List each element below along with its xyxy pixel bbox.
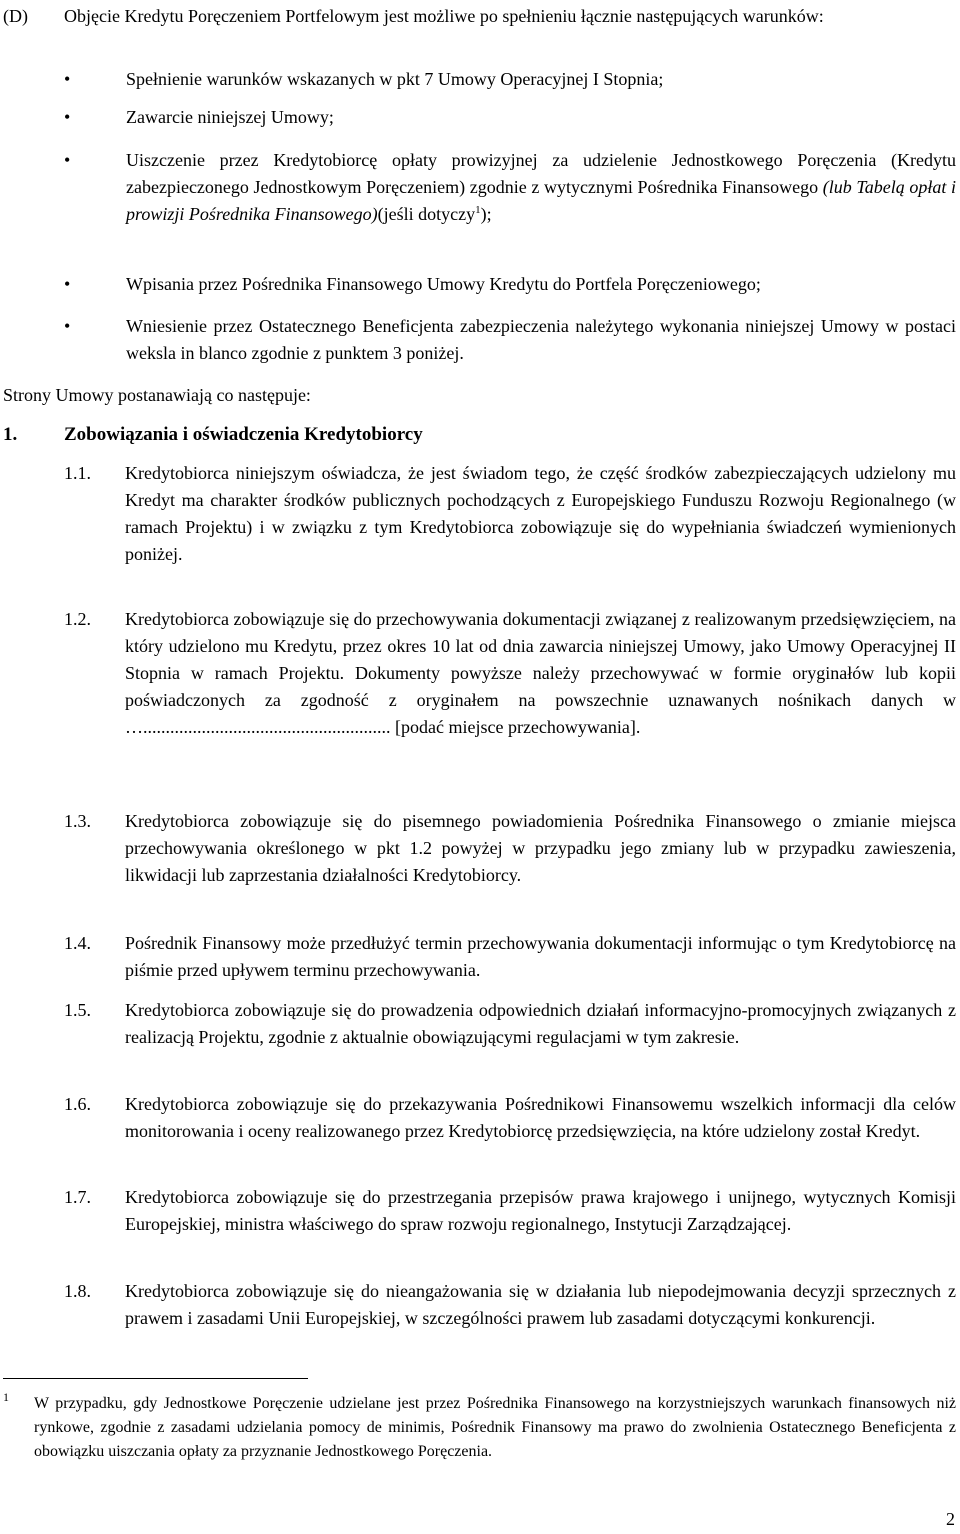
page-number: 2 xyxy=(946,1509,955,1529)
clause-text: Kredytobiorca zobowiązuje się do pisemnego powiadomienia Pośrednika Finansowego o zmianie miejsca przechowywania określonego w pkt 1.2 powyżej w przypadku jego zmiany lub w przypadku zawieszenia, likwidacji lub zaprzestania działalności Kredytobiorcy. xyxy=(125,811,956,885)
list-item-text: Spełnienie warunków wskazanych w pkt 7 Umowy Operacyjnej I Stopnia; xyxy=(126,69,664,89)
list-item xyxy=(64,313,956,367)
clause-number: 1.3. xyxy=(64,811,91,831)
clause-number: 1.4. xyxy=(64,933,91,953)
list-item-text: Wpisania przez Pośrednika Finansowego Umowy Kredytu do Portfela Poręczeniowego; xyxy=(126,274,761,294)
clause-number: 1.8. xyxy=(64,1281,91,1301)
clause xyxy=(64,606,956,741)
footnote-reference[interactable]: 1 xyxy=(475,204,481,216)
clause-number: 1.2. xyxy=(64,609,91,629)
clause-text: Kredytobiorca zobowiązuje się do prowadzenia odpowiednich działań informacyjno-promocyjnych związanych z realizacją Projektu, zgodnie z aktualnie obowiązującymi regulacjami w tym zakresie. xyxy=(125,1000,956,1047)
clause xyxy=(64,460,956,568)
list-item xyxy=(64,147,956,228)
footnote-mark: 1 xyxy=(3,1390,9,1404)
clause xyxy=(64,808,956,889)
clause-number: 1.1. xyxy=(64,463,91,483)
list-item xyxy=(64,271,956,298)
list-item-text xyxy=(126,147,956,228)
section-title: Zobowiązania i oświadczenia Kredytobiorcy xyxy=(64,424,423,445)
clause-number: 1.6. xyxy=(64,1094,91,1114)
clause xyxy=(64,997,956,1051)
clause-number: 1.5. xyxy=(64,1000,91,1020)
clause xyxy=(64,930,956,984)
clause-text: Kredytobiorca zobowiązuje się do przekazywania Pośrednikowi Finansowemu wszelkich informacji dla celów monitorowania i oceny realizowanego przez Kredytobiorcę przedsięwzięcia, na które udzielony został Kredyt. xyxy=(125,1094,956,1141)
footnote-separator xyxy=(3,1378,308,1379)
clause-text: Kredytobiorca zobowiązuje się do nieangażowania się w działania lub niepodejmowania decyzji sprzecznych z prawem i zasadami Unii Europejskiej, w szczególności prawem lub zasadami dotyczącymi konkurencji. xyxy=(125,1281,956,1328)
section-number: 1. xyxy=(3,424,18,445)
list-item xyxy=(64,104,956,131)
section-d-label: (D) xyxy=(3,6,28,26)
list-item-text: Wniesienie przez Ostatecznego Beneficjenta zabezpieczenia należytego wykonania niniejszej Umowy w postaci weksla in blanco zgodnie z punktem 3 poniżej. xyxy=(126,316,956,363)
clause-number: 1.7. xyxy=(64,1187,91,1207)
clause-text: Kredytobiorca zobowiązuje się do przechowywania dokumentacji związanej z realizowanym przedsięwzięciem, na który udzielono mu Kredytu, przez okres 10 lat od dnia zawarcia niniejszej Umowy, jako Umowy Operacyjnej II Stopnia w ramach Projektu. Dokumenty powyższe należy przechowywać w formie oryginałów lub kopii poświadczonych za zgodność z oryginałem na powszechnie uznawanych nośnikach danych w …....................................................... [podać miejsce przechowywania]. xyxy=(125,609,956,737)
clause xyxy=(64,1278,956,1332)
list-item-text-part: Uiszczenie przez Kredytobiorcę opłaty prowizyjnej za udzielenie Jednostkowego Poręczenia (Kredytu zabezpieczonego Jednostkowym Poręczeniem) zgodnie z wytycznymi Pośrednika Finansowego xyxy=(126,150,956,197)
closing-statement: Strony Umowy postanawiają co następuje: xyxy=(3,385,311,405)
footnote-text: W przypadku, gdy Jednostkowe Poręczenie udzielane jest przez Pośrednika Finansowego na korzystniejszych warunkach finansowych niż rynkowe, zgodnie z zasadami udzielania pomocy de minimis, Pośrednik Finansowy ma prawo do zwolnienia Ostatecznego Beneficjenta z obowiązku uiszczania opłaty za przyznanie Jednostkowego Poręczenia. xyxy=(34,1395,956,1460)
list-item-italic-part: (lub Tabelą opłat i prowizji Pośrednika Finansowego) xyxy=(126,177,956,224)
clause xyxy=(64,1091,956,1145)
section-d-intro: Objęcie Kredytu Poręczeniem Portfelowym jest możliwe po spełnieniu łącznie następujących warunków: xyxy=(64,6,824,26)
list-item-text: Zawarcie niniejszej Umowy; xyxy=(126,107,334,127)
clause-text: Kredytobiorca niniejszym oświadcza, że jest świadom tego, że część środków zabezpieczających udzielony mu Kredyt ma charakter środków publicznych pochodzących z Europejskiego Funduszu Rozwoju Regionalnego (w ramach Projektu) i w związku z tym Kredytobiorca zobowiązuje się do wypełniania świadczeń wymienionych poniżej. xyxy=(125,463,956,564)
list-item-text-part: (jeśli dotyczy xyxy=(377,204,476,224)
clause-text: Pośrednik Finansowy może przedłużyć termin przechowywania dokumentacji informując o tym Kredytobiorcę na piśmie przed upływem terminu przechowywania. xyxy=(125,933,956,980)
clause-text: Kredytobiorca zobowiązuje się do przestrzegania przepisów prawa krajowego i unijnego, wytycznych Komisji Europejskiej, ministra właściwego do spraw rozwoju regionalnego, Instytucji Zarządzającej. xyxy=(125,1187,956,1234)
clause xyxy=(64,1184,956,1238)
list-item xyxy=(64,66,956,93)
section-heading xyxy=(3,421,423,448)
list-item-text-part: ); xyxy=(480,204,492,224)
